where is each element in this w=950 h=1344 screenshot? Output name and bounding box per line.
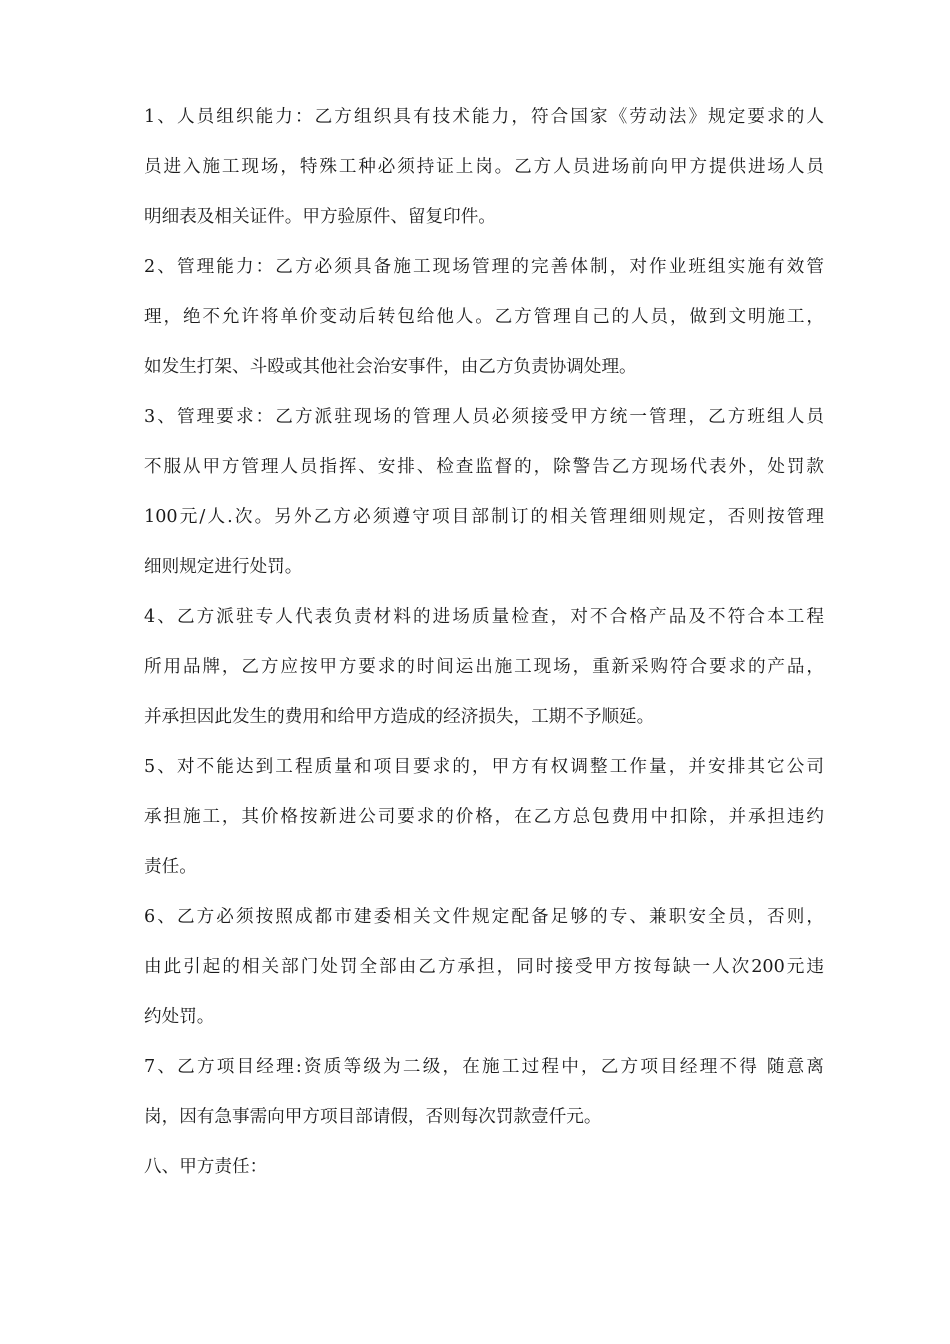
text-line: 7、乙方项目经理:资质等级为二级，在施工过程中，乙方项目经理不得 随意离 — [144, 1057, 824, 1077]
text-line: 理，绝不允许将单价变动后转包给他人。乙方管理自己的人员，做到文明施工， — [144, 307, 824, 327]
text-line: 并承担因此发生的费用和给甲方造成的经济损失，工期不予顺延。 — [144, 707, 655, 727]
text-line: 承担施工，其价格按新进公司要求的价格，在乙方总包费用中扣除，并承担违约 — [144, 807, 824, 827]
text-line: 责任。 — [144, 857, 197, 877]
text-line: 5、对不能达到工程质量和项目要求的，甲方有权调整工作量，并安排其它公司 — [144, 757, 824, 777]
section-heading: 八、甲方责任： — [144, 1157, 268, 1177]
text-line: 岗，因有急事需向甲方项目部请假，否则每次罚款壹仟元。 — [144, 1107, 602, 1127]
text-line: 由此引起的相关部门处罚全部由乙方承担，同时接受甲方按每缺一人次200元违 — [144, 957, 824, 977]
text-line: 4、乙方派驻专人代表负责材料的进场质量检查，对不合格产品及不符合本工程 — [144, 607, 824, 627]
text-line: 2、管理能力：乙方必须具备施工现场管理的完善体制，对作业班组实施有效管 — [144, 257, 824, 277]
text-line: 约处罚。 — [144, 1007, 215, 1027]
text-line: 明细表及相关证件。甲方验原件、留复印件。 — [144, 207, 496, 227]
text-line: 如发生打架、斗殴或其他社会治安事件，由乙方负责协调处理。 — [144, 357, 637, 377]
text-line: 细则规定进行处罚。 — [144, 557, 303, 577]
text-line: 所用品牌，乙方应按甲方要求的时间运出施工现场，重新采购符合要求的产品， — [144, 657, 824, 677]
text-line: 100元/人.次。另外乙方必须遵守项目部制订的相关管理细则规定，否则按管理 — [144, 507, 824, 527]
text-line: 6、乙方必须按照成都市建委相关文件规定配备足够的专、兼职安全员，否则， — [144, 907, 824, 927]
text-line: 3、管理要求：乙方派驻现场的管理人员必须接受甲方统一管理，乙方班组人员 — [144, 407, 824, 427]
text-line: 1、人员组织能力：乙方组织具有技术能力，符合国家《劳动法》规定要求的人 — [144, 107, 824, 127]
text-line: 不服从甲方管理人员指挥、安排、检查监督的，除警告乙方现场代表外，处罚款 — [144, 457, 824, 477]
text-line: 员进入施工现场，特殊工种必须持证上岗。乙方人员进场前向甲方提供进场人员 — [144, 157, 824, 177]
